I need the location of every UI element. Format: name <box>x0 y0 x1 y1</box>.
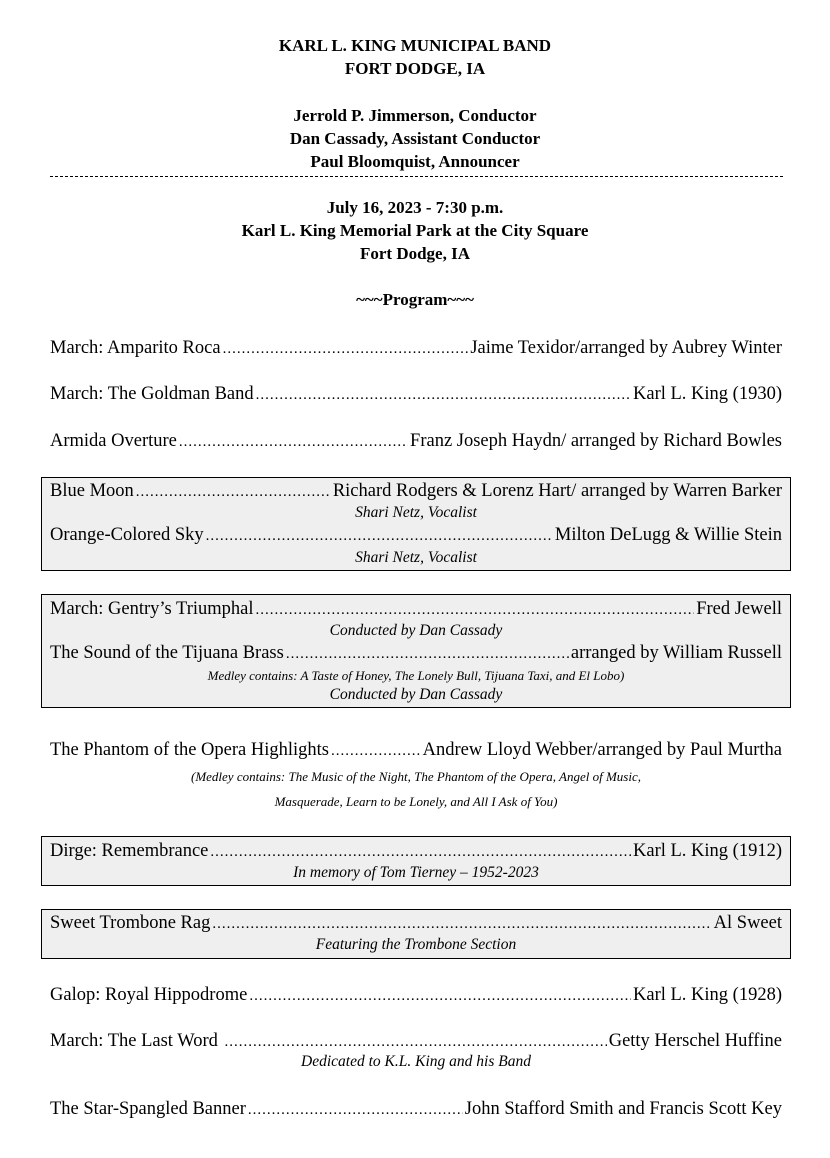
piece-title: The Phantom of the Opera Highlights <box>50 740 329 760</box>
program-item <box>50 739 782 762</box>
event-venue: Karl L. King Memorial Park at the City Square <box>241 221 589 240</box>
piece-composer: Getty Herschel Huffine <box>608 1031 782 1051</box>
band-name: KARL L. KING MUNICIPAL BAND <box>278 36 552 55</box>
program-item <box>50 642 782 665</box>
piece-title: March: Amparito Roca <box>50 338 221 358</box>
program-item <box>50 1098 782 1121</box>
piece-title: Orange-Colored Sky <box>50 525 204 545</box>
piece-composer: Karl L. King (1912) <box>633 841 782 861</box>
program-item <box>50 480 782 503</box>
program-item <box>50 840 782 863</box>
leader-dots <box>225 1031 607 1053</box>
leader-dots <box>331 740 421 762</box>
piece-title: Dirge: Remembrance <box>50 841 209 861</box>
medley-note: (Medley contains: The Music of the Night, The Phantom of the Opera, Angel of Music, <box>191 769 641 784</box>
program-item <box>50 912 782 935</box>
piece-composer: Al Sweet <box>713 913 782 933</box>
band-city: FORT DODGE, IA <box>344 59 486 78</box>
leader-dots <box>179 431 408 453</box>
piece-composer: John Stafford Smith and Francis Scott Key <box>464 1099 782 1119</box>
leader-dots <box>249 985 631 1007</box>
piece-composer: Andrew Lloyd Webber/arranged by Paul Murtha <box>422 740 782 760</box>
leader-dots <box>223 338 469 360</box>
program-item <box>50 383 782 406</box>
dashed-divider <box>50 176 783 177</box>
leader-dots <box>256 384 631 406</box>
memorial-note: In memory of Tom Tierney – 1952-2023 <box>293 864 539 881</box>
piece-title: Galop: Royal Hippodrome <box>50 985 248 1005</box>
piece-composer: Karl L. King (1928) <box>633 985 782 1005</box>
leader-dots <box>286 643 569 665</box>
piece-title: The Sound of the Tijuana Brass <box>50 643 284 663</box>
conductor: Jerrold P. Jimmerson, Conductor <box>293 106 537 125</box>
program-item <box>50 598 782 621</box>
leader-dots <box>212 913 711 935</box>
announcer: Paul Bloomquist, Announcer <box>310 152 520 171</box>
piece-title: Sweet Trombone Rag <box>50 913 211 933</box>
medley-note: Masquerade, Learn to be Lonely, and All I Ask of You) <box>274 794 558 809</box>
event-date: July 16, 2023 - 7:30 p.m. <box>326 198 504 217</box>
performer-note: Shari Netz, Vocalist <box>355 549 477 566</box>
piece-composer: Fred Jewell <box>696 599 782 619</box>
conductor-note: Conducted by Dan Cassady <box>329 622 503 639</box>
piece-composer: arranged by William Russell <box>570 643 782 663</box>
piece-title: Blue Moon <box>50 481 134 501</box>
event-city: Fort Dodge, IA <box>359 244 470 263</box>
program-item <box>50 1030 782 1053</box>
assistant-conductor: Dan Cassady, Assistant Conductor <box>289 129 541 148</box>
piece-title: Armida Overture <box>50 431 177 451</box>
piece-composer: Milton DeLugg & Willie Stein <box>554 525 782 545</box>
piece-composer: Jaime Texidor/arranged by Aubrey Winter <box>470 338 782 358</box>
conductor-note: Conducted by Dan Cassady <box>329 686 503 703</box>
medley-note: Medley contains: A Taste of Honey, The Lonely Bull, Tijuana Taxi, and El Lobo) <box>207 668 625 683</box>
leader-dots <box>256 599 695 621</box>
leader-dots <box>210 841 631 863</box>
piece-title: March: Gentry’s Triumphal <box>50 599 254 619</box>
piece-title: March: The Goldman Band <box>50 384 254 404</box>
piece-composer: Richard Rodgers & Lorenz Hart/ arranged by Warren Barker <box>332 481 782 501</box>
dedication-note: Dedicated to K.L. King and his Band <box>301 1053 531 1070</box>
featuring-note: Featuring the Trombone Section <box>315 936 517 953</box>
piece-composer: Franz Joseph Haydn/ arranged by Richard Bowles <box>410 431 782 451</box>
program-item <box>50 524 782 547</box>
program-heading: ~~~Program~~~ <box>356 290 474 309</box>
program-item <box>50 337 782 360</box>
leader-dots <box>248 1099 463 1121</box>
leader-dots <box>206 525 553 547</box>
piece-title: The Star-Spangled Banner <box>50 1099 246 1119</box>
leader-dots <box>136 481 331 503</box>
program-item <box>50 430 782 453</box>
piece-title: March: The Last Word <box>50 1031 223 1051</box>
piece-composer: Karl L. King (1930) <box>633 384 782 404</box>
performer-note: Shari Netz, Vocalist <box>355 504 477 521</box>
program-item <box>50 984 782 1007</box>
